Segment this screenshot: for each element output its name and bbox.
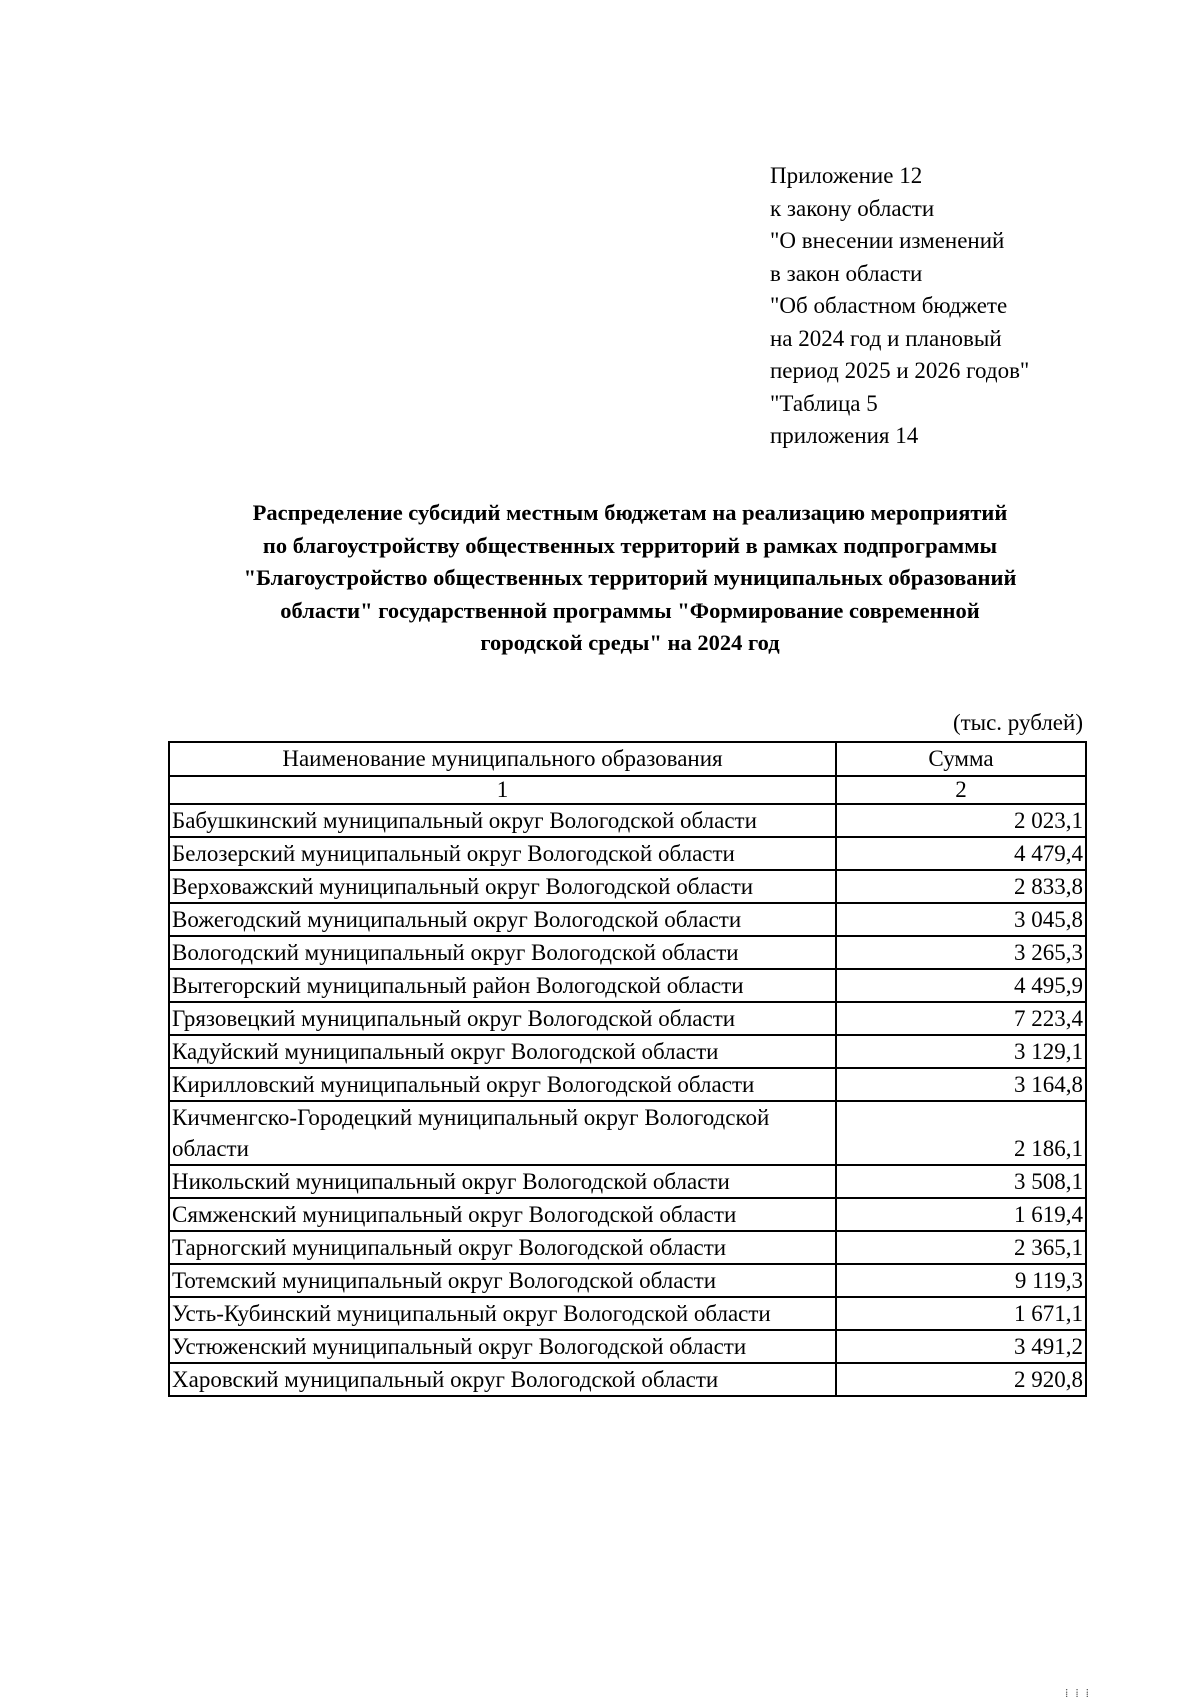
municipality-name: Тарногский муниципальный округ Вологодской области [169, 1231, 836, 1264]
subsidy-amount: 1 619,4 [836, 1198, 1086, 1231]
subsidy-amount: 4 479,4 [836, 837, 1086, 870]
table-row [169, 1231, 1086, 1264]
table-row [169, 1035, 1086, 1068]
table-row [169, 969, 1086, 1002]
title-line: "Благоустройство общественных территорий муниципальных образований [243, 565, 1017, 590]
appendix-line: "О внесении изменений [770, 228, 1005, 253]
header-amount: Сумма [836, 742, 1086, 776]
subsidy-amount: 2 023,1 [836, 804, 1086, 837]
subsidy-amount: 7 223,4 [836, 1002, 1086, 1035]
table-row [169, 1363, 1086, 1396]
municipality-name: Кирилловский муниципальный округ Вологодской области [169, 1068, 836, 1101]
table-row [169, 804, 1086, 837]
municipality-name: Кичменгско-Городецкий муниципальный округ Вологодской области [169, 1101, 836, 1165]
appendix-line: Приложение 12 [770, 163, 923, 188]
municipality-name: Грязовецкий муниципальный округ Вологодской области [169, 1002, 836, 1035]
appendix-line: в закон области [770, 260, 923, 286]
table-row [169, 1330, 1086, 1363]
subsidy-table [168, 741, 1087, 1397]
appendix-line: на 2024 год и плановый [770, 325, 1002, 351]
table-row [169, 837, 1086, 870]
column-number-row [169, 776, 1086, 804]
title-line: области" государственной программы "Формирование современной [280, 597, 980, 623]
subsidy-amount: 2 833,8 [836, 870, 1086, 903]
table-row [169, 936, 1086, 969]
table-row [169, 1198, 1086, 1231]
title-line: по благоустройству общественных территорий в рамках подпрограммы [262, 532, 998, 558]
table-row [169, 1002, 1086, 1035]
municipality-name: Устюженский муниципальный округ Вологодской области [169, 1330, 836, 1363]
header-name: Наименование муниципального образования [169, 742, 836, 776]
table-row [169, 1264, 1086, 1297]
subsidy-amount: 3 508,1 [836, 1165, 1086, 1198]
appendix-line: к закону области [770, 195, 935, 221]
municipality-name: Вытегорский муниципальный район Вологодской области [169, 969, 836, 1002]
appendix-line: период 2025 и 2026 годов" [770, 358, 1030, 383]
subsidy-amount: 2 186,1 [836, 1101, 1086, 1165]
table-row [169, 1101, 1086, 1165]
appendix-reference [770, 160, 1029, 453]
title-line: Распределение субсидий местным бюджетам на реализацию мероприятий [252, 500, 1008, 525]
municipality-name: Вологодский муниципальный округ Вологодской области [169, 936, 836, 969]
table-row [169, 870, 1086, 903]
appendix-line: "Об областном бюджете [770, 293, 1008, 318]
column-number: 1 [169, 776, 836, 804]
subsidy-amount: 3 164,8 [836, 1068, 1086, 1101]
table-row [169, 1297, 1086, 1330]
subsidy-amount: 1 671,1 [836, 1297, 1086, 1330]
subsidy-amount: 2 920,8 [836, 1363, 1086, 1396]
subsidy-amount: 2 365,1 [836, 1231, 1086, 1264]
appendix-line: приложения 14 [770, 423, 919, 448]
municipality-name: Вожегодский муниципальный округ Вологодской области [169, 903, 836, 936]
document-title [150, 497, 1110, 660]
appendix-line: "Таблица 5 [770, 390, 878, 416]
subsidy-amount: 3 491,2 [836, 1330, 1086, 1363]
subsidy-amount: 4 495,9 [836, 969, 1086, 1002]
subsidy-amount: 9 119,3 [836, 1264, 1086, 1297]
municipality-name: Бабушкинский муниципальный округ Вологодской области [169, 804, 836, 837]
title-line: городской среды" на 2024 год [480, 630, 780, 655]
subsidy-amount: 3 265,3 [836, 936, 1086, 969]
municipality-name: Кадуйский муниципальный округ Вологодской области [169, 1035, 836, 1068]
scan-marks: ⁞ ⁞ ⁞ [1065, 1686, 1092, 1700]
municipality-name: Сямженский муниципальный округ Вологодской области [169, 1198, 836, 1231]
subsidy-amount: 3 129,1 [836, 1035, 1086, 1068]
subsidy-amount: 3 045,8 [836, 903, 1086, 936]
table-row [169, 1068, 1086, 1101]
table-row [169, 1165, 1086, 1198]
table-row [169, 903, 1086, 936]
municipality-name: Белозерский муниципальный округ Вологодской области [169, 837, 836, 870]
municipality-name: Верховажский муниципальный округ Вологодской области [169, 870, 836, 903]
municipality-name: Харовский муниципальный округ Вологодской области [169, 1363, 836, 1396]
column-number: 2 [836, 776, 1086, 804]
table-header-row [169, 742, 1086, 776]
municipality-name: Усть-Кубинский муниципальный округ Вологодской области [169, 1297, 836, 1330]
municipality-name: Никольский муниципальный округ Вологодской области [169, 1165, 836, 1198]
municipality-name: Тотемский муниципальный округ Вологодской области [169, 1264, 836, 1297]
units-label: (тыс. рублей) [952, 710, 1083, 735]
